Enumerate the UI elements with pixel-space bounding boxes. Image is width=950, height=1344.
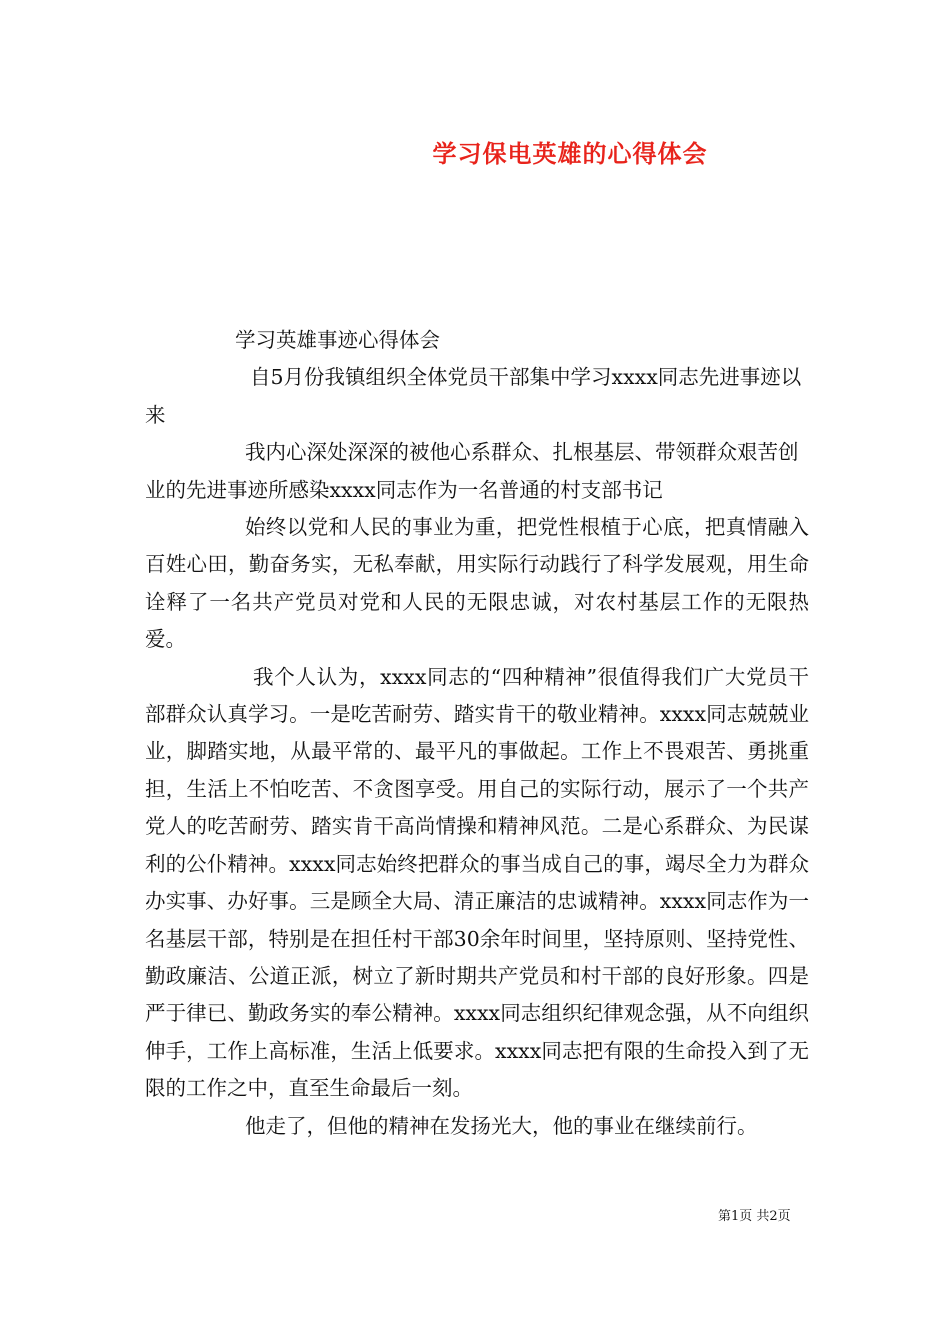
document-title: 学习保电英雄的心得体会 xyxy=(432,140,708,168)
paragraph: 自5月份我镇组织全体党员干部集中学习xxxx同志先进事迹以来 xyxy=(145,365,802,427)
paragraph: 我个人认为，xxxx同志的“四种精神”很值得我们广大党员干部群众认真学习。一是吃苦耐劳、踏实肯干的敬业精神。xxxx同志兢兢业业，脚踏实地，从最平常的、最平凡的事做起。工作上不畏艰苦、勇挑重担，生活上不怕吃苦、不贪图享受。用自己的实际行动，展示了一个共产党人的吃苦耐劳、踏实肯干高尚情操和精神风范。二是心系群众、为民谋利的公仆精神。xxxx同志始终把群众的事当成自己的事，竭尽全力为群众办实事、办好事。三是顾全大局、清正廉洁的忠诚精神。xxxx同志作为一名基层干部，特别是在担任村干部30余年时间里，坚持原则、坚持党性、勤政廉洁、公道正派，树立了新时期共产党员和村干部的良好形象。四是严于律已、勤政务实的奉公精神。xxxx同志组织纪律观念强，从不向组织伸手，工作上高标准，生活上低要求。xxxx同志把有限的生命投入到了无限的工作之中，直至生命最后一刻。 xyxy=(145,664,809,1101)
paragraph: 始终以党和人民的事业为重，把党性根植于心底，把真情融入百姓心田，勤奋务实，无私奉献，用实际行动践行了科学发展观，用生命诠释了一名共产党员对党和人民的无限忠诚，对农村基层工作的无限热爱。 xyxy=(145,515,809,652)
page-footer: 第1页 共2页 xyxy=(718,1209,791,1224)
document-subtitle: 学习英雄事迹心得体会 xyxy=(235,328,440,352)
paragraph: 他走了，但他的精神在发扬光大，他的事业在继续前行。 xyxy=(245,1113,758,1138)
document-body xyxy=(145,322,809,1145)
paragraph: 我内心深处深深的被他心系群众、扎根基层、带领群众艰苦创业的先进事迹所感染xxxx同志作为一名普通的村支部书记 xyxy=(145,440,799,502)
